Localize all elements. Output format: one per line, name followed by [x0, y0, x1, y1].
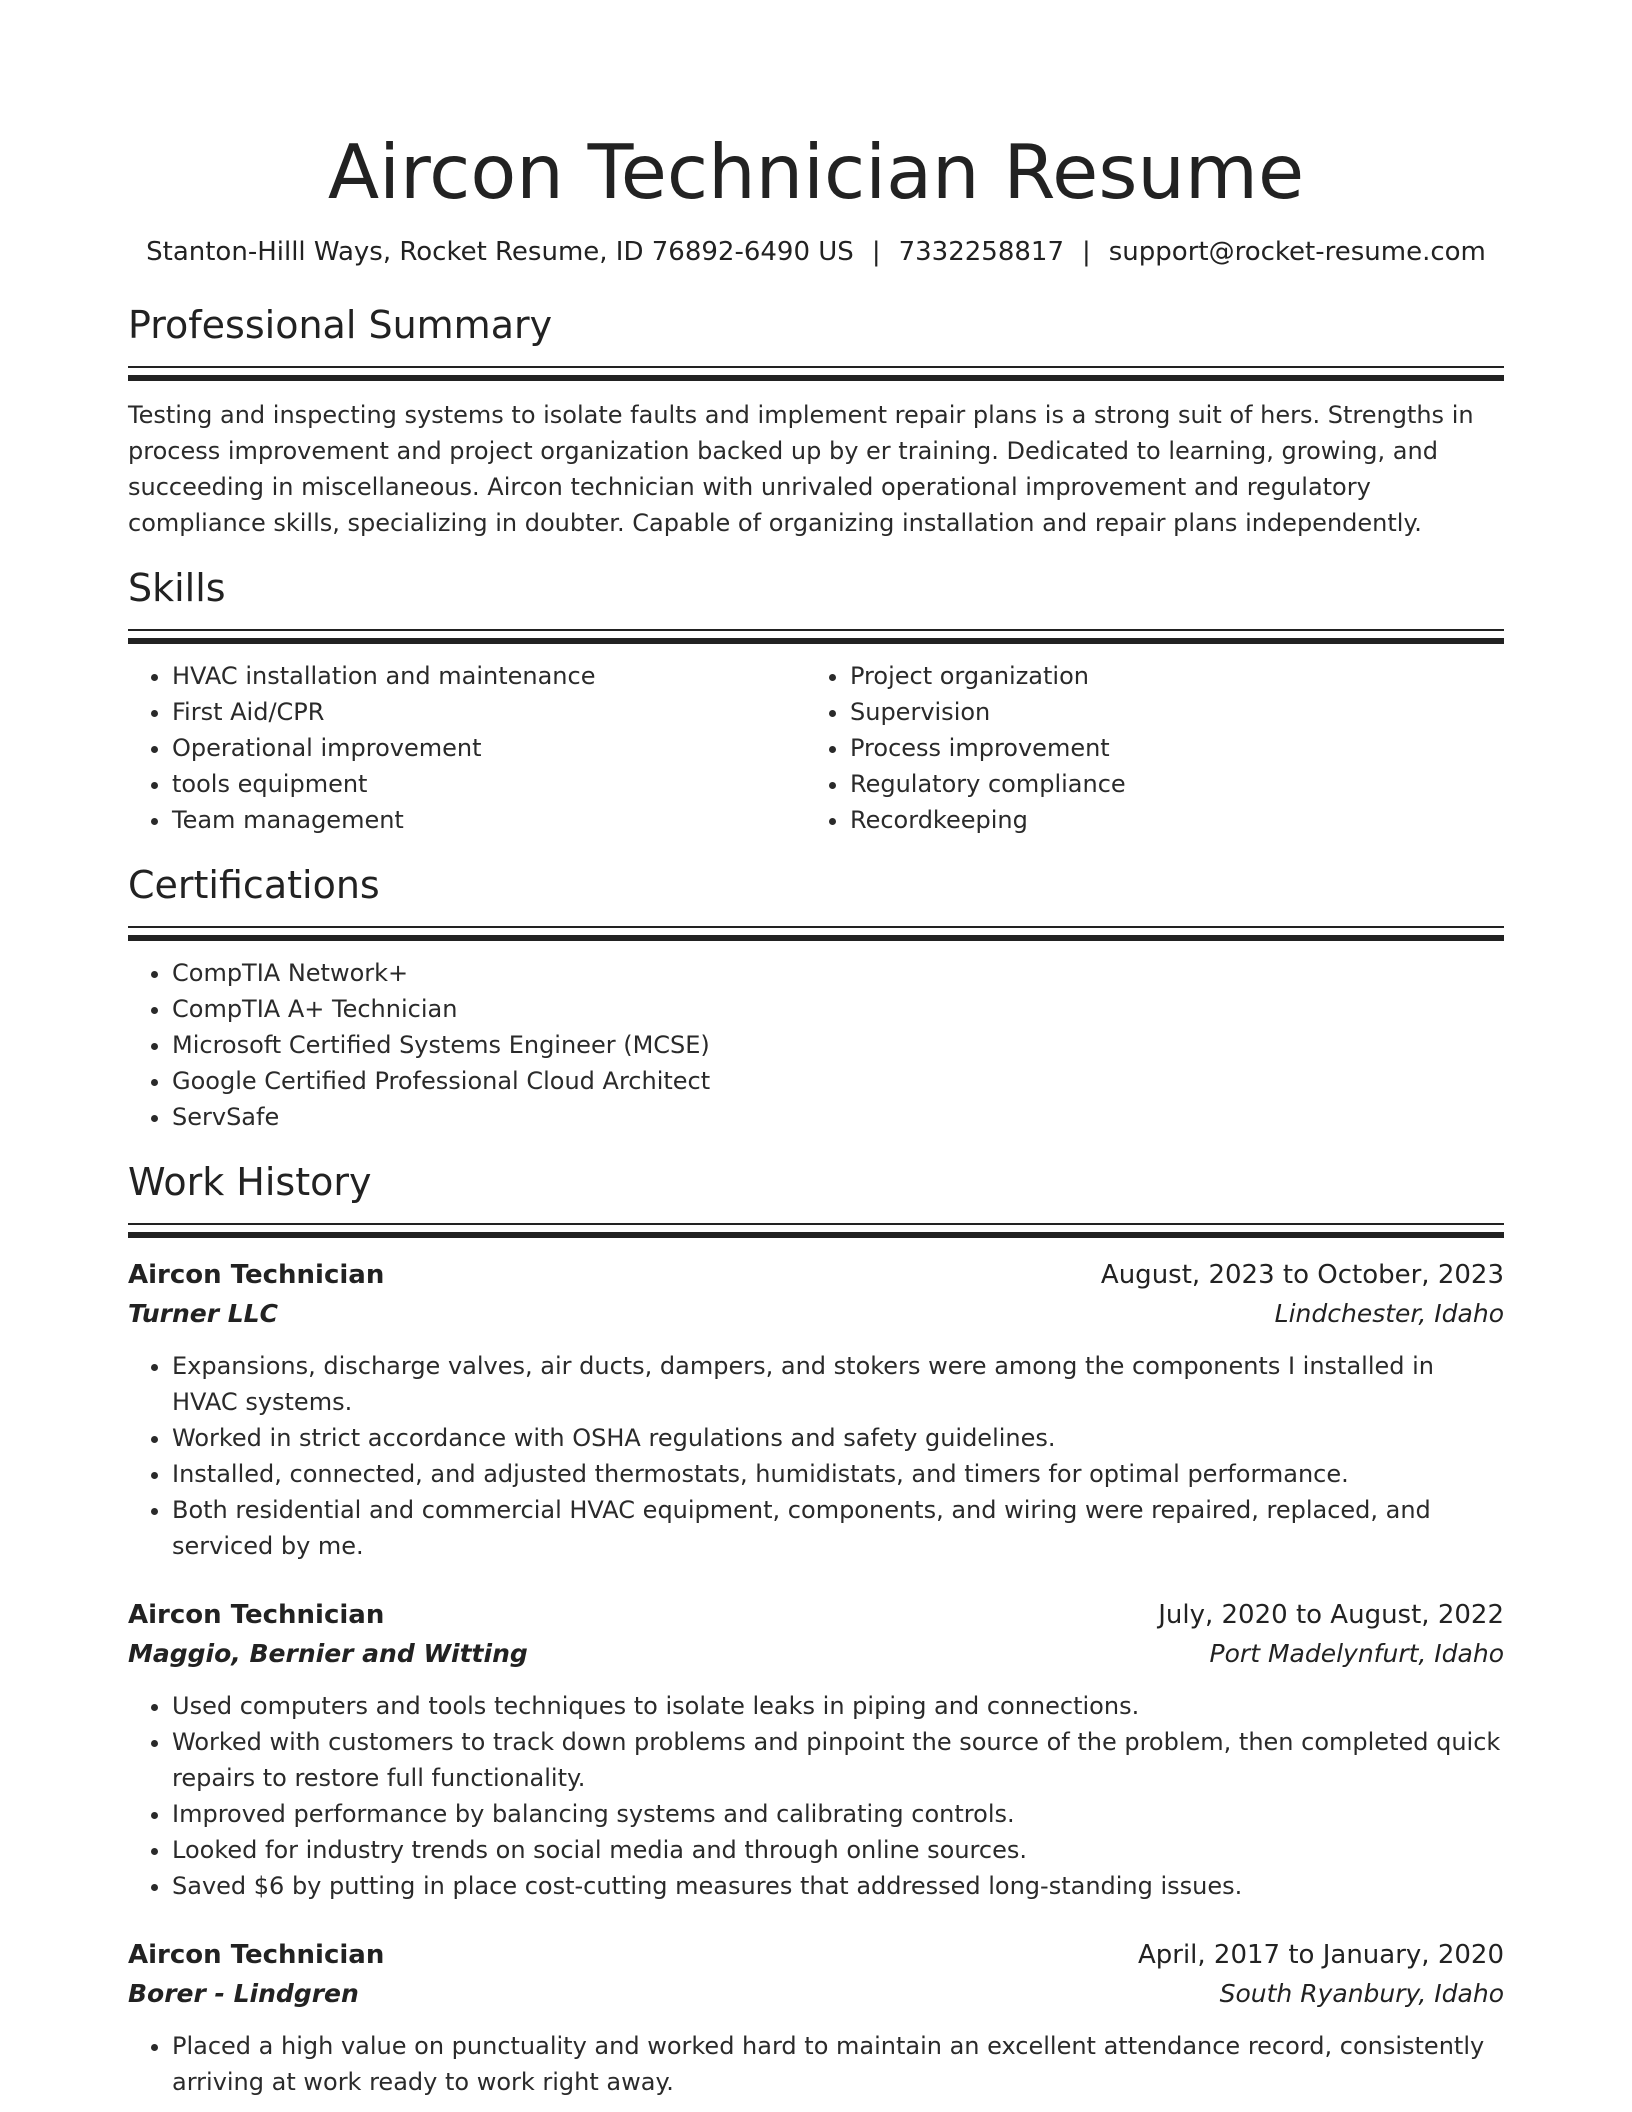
- section-title-skills: Skills: [128, 566, 226, 610]
- skill-item: • Operational improvement: [172, 730, 806, 766]
- job-subheader: [128, 1634, 1504, 1674]
- skills-columns: [128, 658, 1504, 838]
- skills-column-left: [128, 658, 806, 838]
- certifications-section: [128, 860, 1504, 1135]
- skill-item: • Supervision: [850, 694, 1484, 730]
- contact-separator: |: [871, 237, 881, 267]
- skill-item: • Team management: [172, 802, 806, 838]
- job-company: Turner LLC: [128, 1299, 278, 1328]
- section-title-summary: Professional Summary: [128, 303, 553, 347]
- contact-line: [128, 234, 1504, 270]
- section-divider: [128, 1223, 1504, 1238]
- job-bullet: • Expansions, discharge valves, air ducts, dampers, and stokers were among the components I installed in HVAC systems.: [172, 1348, 1504, 1420]
- job-title: Aircon Technician: [128, 1600, 385, 1630]
- resume-title: Aircon Technician Resume: [327, 128, 1305, 216]
- certifications-list: [128, 955, 1504, 1135]
- skills-column-right: [806, 658, 1484, 838]
- section-divider: [128, 926, 1504, 941]
- job-bullet: • Worked with customers to track down problems and pinpoint the source of the problem, then completed quick repairs to restore full functionality.: [172, 1724, 1504, 1796]
- contact-phone: 7332258817: [898, 237, 1064, 267]
- certification-item: • Microsoft Certified Systems Engineer (MCSE): [172, 1027, 1504, 1063]
- summary-section: [128, 300, 1504, 541]
- section-divider: [128, 366, 1504, 381]
- skills-list-right: [806, 658, 1484, 838]
- job-location: Lindchester, Idaho: [1274, 1299, 1504, 1328]
- job-entry: [128, 1596, 1504, 1904]
- section-title-certifications: Certifications: [128, 863, 380, 907]
- certification-item: • Google Certified Professional Cloud Architect: [172, 1063, 1504, 1099]
- section-divider: [128, 629, 1504, 644]
- job-company: Borer - Lindgren: [128, 1979, 359, 2008]
- job-dates: July, 2020 to August, 2022: [1158, 1600, 1504, 1630]
- certification-item: • CompTIA A+ Technician: [172, 991, 1504, 1027]
- resume-page: [128, 0, 1504, 2100]
- skill-item: • Regulatory compliance: [850, 766, 1484, 802]
- contact-separator: |: [1082, 237, 1091, 267]
- job-bullet: • Installed, connected, and adjusted thermostats, humidistats, and timers for optimal performance.: [172, 1456, 1504, 1492]
- job-header: [128, 1936, 1504, 1974]
- job-bullet: • Used computers and tools techniques to isolate leaks in piping and connections.: [172, 1688, 1504, 1724]
- job-dates: April, 2017 to January, 2020: [1137, 1940, 1504, 1970]
- job-title: Aircon Technician: [128, 1260, 385, 1290]
- job-bullet-list: [128, 1688, 1504, 1904]
- skills-section: [128, 563, 1504, 838]
- section-title-work-history: Work History: [128, 1160, 372, 1204]
- job-bullet: • Worked in strict accordance with OSHA regulations and safety guidelines.: [172, 1420, 1504, 1456]
- contact-address: Stanton-Hilll Ways, Rocket Resume, ID 76892-6490 US: [146, 237, 854, 267]
- work-history-section: [128, 1157, 1504, 2100]
- job-location: Port Madelynfurt, Idaho: [1209, 1639, 1504, 1668]
- job-bullet: • Improved performance by balancing systems and calibrating controls.: [172, 1796, 1504, 1832]
- job-entry: [128, 1256, 1504, 1564]
- job-title: Aircon Technician: [128, 1940, 385, 1970]
- job-company: Maggio, Bernier and Witting: [128, 1639, 528, 1668]
- skill-item: • Project organization: [850, 658, 1484, 694]
- job-subheader: [128, 1294, 1504, 1334]
- skill-item: • Process improvement: [850, 730, 1484, 766]
- contact-email: support@rocket-resume.com: [1108, 237, 1486, 267]
- job-location: South Ryanbury, Idaho: [1219, 1979, 1504, 2008]
- skill-item: • HVAC installation and maintenance: [172, 658, 806, 694]
- skill-item: • tools equipment: [172, 766, 806, 802]
- job-dates: August, 2023 to October, 2023: [1100, 1260, 1504, 1290]
- job-bullet-list: [128, 1348, 1504, 1564]
- certification-item: • ServSafe: [172, 1099, 1504, 1135]
- job-bullet: • Looked for industry trends on social media and through online sources.: [172, 1832, 1504, 1868]
- job-bullet-list: [128, 2028, 1504, 2100]
- job-header: [128, 1256, 1504, 1294]
- job-bullet: • Saved $6 by putting in place cost-cutting measures that addressed long-standing issues.: [172, 1868, 1504, 1904]
- certification-item: • CompTIA Network+: [172, 955, 1504, 991]
- job-subheader: [128, 1974, 1504, 2014]
- job-bullet: • Placed a high value on punctuality and worked hard to maintain an excellent attendance record, consistently arriving at work ready to work right away.: [172, 2028, 1504, 2100]
- skill-item: • First Aid/CPR: [172, 694, 806, 730]
- summary-text: Testing and inspecting systems to isolate faults and implement repair plans is a strong suit of hers. Strengths in process improvement and project organization backed up by er training. Dedicated to learning, growing, and succeeding in miscellaneous. Aircon technician with unrivaled operational improvement and regulatory compliance skills, specializing in doubter. Capable of organizing installation and repair plans independently.: [128, 401, 1474, 537]
- job-entry: [128, 1936, 1504, 2100]
- skills-list-left: [128, 658, 806, 838]
- skill-item: • Recordkeeping: [850, 802, 1484, 838]
- job-bullet: • Both residential and commercial HVAC equipment, components, and wiring were repaired, replaced, and serviced by me.: [172, 1492, 1504, 1564]
- job-header: [128, 1596, 1504, 1634]
